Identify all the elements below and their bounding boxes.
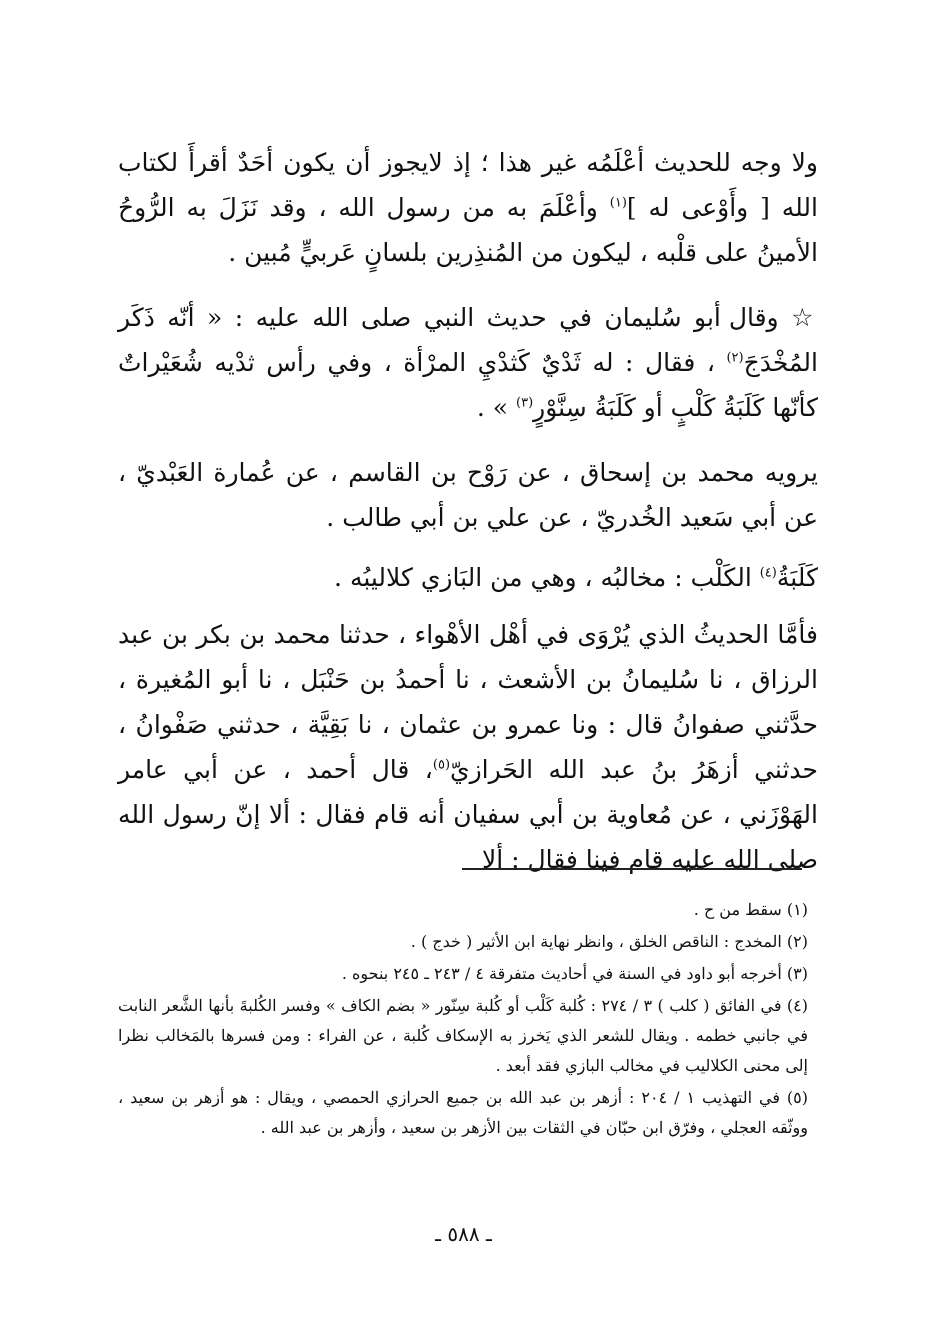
footnote-4: (٤) في الفائق ( كلب ) ٣ / ٢٧٤ : كُلبة كَلْب أو كُلبة سِنّور « بضم الكاف » وفسر الكُلبةَ بأنها الشَّعر النابت في جانبي خطمه . ويقال للشعر الذي يَخرز به الإسكاف كُلبة ، عن الفراء : ومن فسرها بالمَخالب نظرا إلى محنى الكلاليب في مخالب البازي فقد أبعد . (118, 996, 809, 1075)
footnote-ref-3[interactable]: (٣) (516, 395, 534, 411)
paragraph-1 (118, 140, 818, 275)
paragraph-5 (118, 612, 818, 882)
paragraph-4-text: الكَلْب : مخالبُه ، وهي من البَازي كلاليبُه . (334, 563, 760, 592)
footnote-ref-4[interactable]: (٤) (759, 565, 777, 581)
paragraph-2-text: وقال أبو سُليمان في حديث النبي صلى الله عليه : « أنّه ذَكَر المُخْدَجَ (118, 303, 818, 377)
star-marker: ☆ (791, 303, 818, 332)
paragraph-5-text: فأمَّا الحديثُ الذي يُرْوَى في أهْل الأهْواء ، حدثنا محمد بن بكر بن عبد الرزاق ، نا سُليمانُ بن الأشعث ، نا أحمدُ بن حَنْبَل ، نا أبو المُغيرة ، حدَّثني صفوانُ قال : ونا عمرو بن عثمان ، نا بَقِيَّة ، حدثني صَفْوانُ ، حدثني أزهَرُ بنُ عبد الله الحَرازيّ (118, 620, 819, 784)
paragraph-2 (118, 295, 818, 430)
paragraph-5-continued: ، قال أحمد ، عن أبي عامر الهَوْزَني ، عن مُعاوية بن أبي سفيان أنه قام فقال : ألا إنّ رسول الله صلى الله عليه قام فينا فقال : ألا (118, 755, 818, 874)
page-number: ـ ٥٨٨ ـ (435, 1222, 492, 1246)
paragraph-2-end: » . (476, 393, 517, 422)
footnote-ref-2[interactable]: (٢) (726, 350, 744, 366)
paragraph-3-text: يرويه محمد بن إسحاق ، عن رَوْح بن القاسم ، عن عُمارة العَبْديّ ، عن أبي سَعيد الخُدريّ ، عن علي بن أبي طالب . (118, 458, 818, 532)
footnote-divider (462, 868, 802, 870)
paragraph-4 (118, 555, 818, 600)
footnote-5: (٥) في التهذيب ١ / ٢٠٤ : أزهر بن عبد الله بن جميع الحرازي الحمصي ، ويقال : هو أزهر بن سعيد ، ووثّقه العجلي ، وفرّق ابن حبّان في الثقات بين الأزهر بن سعيد ، وأزهر بن عبد الله . (118, 1088, 808, 1137)
paragraph-1-text: ولا وجه للحديث أعْلَمُه غير هذا ؛ إذ لايجوز أن يكون أحَدٌ أقرأَ لكتاب الله [ وأَوْعى له ] (118, 148, 818, 222)
footnote-3: (٣) أخرجه أبو داود في السنة في أحاديث متفرقة ٤ / ٢٤٣ ـ ٢٤٥ بنحوه . (341, 964, 808, 983)
paragraph-4-term: كَلَبَةُ (776, 563, 818, 592)
footnote-2: (٢) المخدج : الناقص الخلق ، وانظر نهاية ابن الأثير ( خدج ) . (410, 932, 808, 951)
footnotes (118, 895, 808, 1145)
footnote-ref-1[interactable]: (١) (609, 195, 627, 211)
paragraph-1-continued: وأعْلَمَ به من رسول الله ، وقد نَزَلَ به الرُّوحُ الأمينُ على قلْبه ، ليكون من المُنذِرين بلسانٍ عَربيٍّ مُبين . (118, 193, 818, 267)
paragraph-2-middle: ، فقال : له ثَدْيٌ كَثدْيِ المرْأة ، وفي رأس ثدْيه شُعَيْراتٌ كأنّها كَلَبَةُ كَلْبٍ أو كَلَبَةُ سِنَّوْرٍ (118, 348, 818, 422)
paragraph-3 (118, 450, 818, 540)
footnote-ref-5[interactable]: (٥) (432, 757, 451, 773)
footnote-1: (١) سقط من ح . (693, 900, 808, 919)
